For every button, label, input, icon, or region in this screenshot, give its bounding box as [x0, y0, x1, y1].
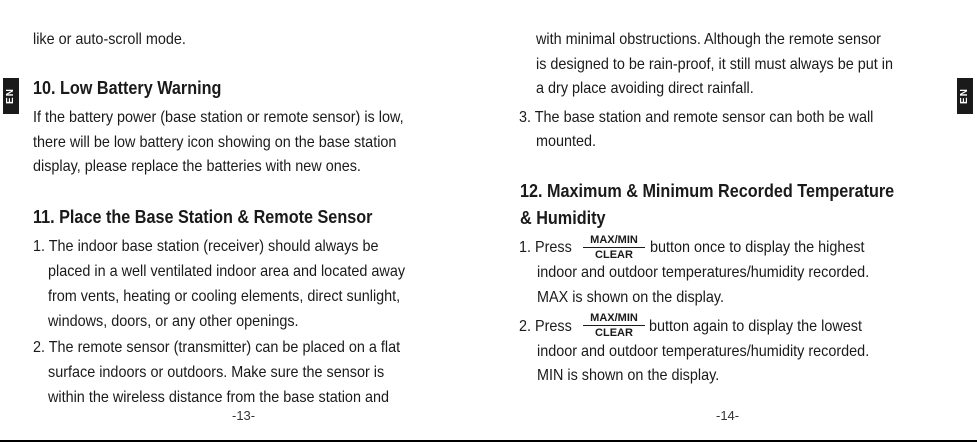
section-11-line-6: surface indoors or outdoors. Make sure the sensor is — [48, 364, 385, 381]
section-10-line-1: If the battery power (base station or remote sensor) is low, — [33, 109, 404, 126]
language-tab-left — [3, 78, 19, 114]
section-11-heading: 11. Place the Base Station & Remote Sensor — [33, 207, 373, 227]
item-1-suffix: button once to display the highest — [650, 239, 865, 256]
clear-label-2: CLEAR — [595, 327, 633, 339]
right-cont-line-1: with minimal obstructions. Although the remote sensor — [536, 31, 881, 48]
max-min-label-2: MAX/MIN — [583, 312, 645, 326]
left-page-number: -13- — [232, 408, 256, 423]
section-11-line-7: within the wireless distance from the base station and — [48, 389, 389, 406]
language-tab-right — [957, 78, 973, 114]
max-min-clear-button-icon-2 — [583, 312, 645, 340]
item-3-line-2: mounted. — [536, 133, 597, 150]
max-min-label: MAX/MIN — [583, 234, 645, 248]
item-1-line-2: indoor and outdoor temperatures/humidity recorded. — [537, 264, 870, 281]
item-2-line-2: indoor and outdoor temperatures/humidity recorded. — [537, 343, 870, 360]
item-3-line-1: 3. The base station and remote sensor can both be wall — [519, 109, 874, 126]
right-cont-line-2: is designed to be rain-proof, it still must always be put in — [536, 56, 893, 73]
section-10-line-2: there will be low battery icon showing on the base station — [33, 134, 397, 151]
section-11-line-5: 2. The remote sensor (transmitter) can be placed on a flat — [33, 339, 401, 356]
item-1-line-3: MAX is shown on the display. — [537, 289, 725, 306]
section-12-heading-line-2: & Humidity — [520, 208, 606, 228]
section-11-line-4: windows, doors, or any other openings. — [48, 313, 299, 330]
section-12-heading-line-1: 12. Maximum & Minimum Recorded Temperature — [520, 181, 895, 201]
right-page-number: -14- — [716, 408, 740, 423]
section-11-line-1: 1. The indoor base station (receiver) should always be — [33, 238, 379, 255]
language-tab-left-label: EN — [5, 88, 16, 104]
right-cont-line-3: a dry place avoiding direct rainfall. — [536, 80, 754, 97]
section-10-heading: 10. Low Battery Warning — [33, 78, 222, 98]
left-top-line: like or auto-scroll mode. — [33, 31, 186, 48]
item-2-line-3: MIN is shown on the display. — [537, 367, 720, 384]
max-min-clear-button-icon — [583, 234, 645, 262]
item-2-suffix: button again to display the lowest — [649, 318, 862, 335]
section-11-line-2: placed in a well ventilated indoor area and located away — [48, 263, 406, 280]
clear-label: CLEAR — [595, 249, 633, 261]
language-tab-right-label: EN — [959, 88, 970, 104]
item-2-prefix: 2. Press — [519, 318, 572, 335]
section-11-line-3: from vents, heating or cooling elements, direct sunlight, — [48, 288, 401, 305]
section-10-line-3: display, please replace the batteries with new ones. — [33, 158, 361, 175]
item-1-prefix: 1. Press — [519, 239, 572, 256]
